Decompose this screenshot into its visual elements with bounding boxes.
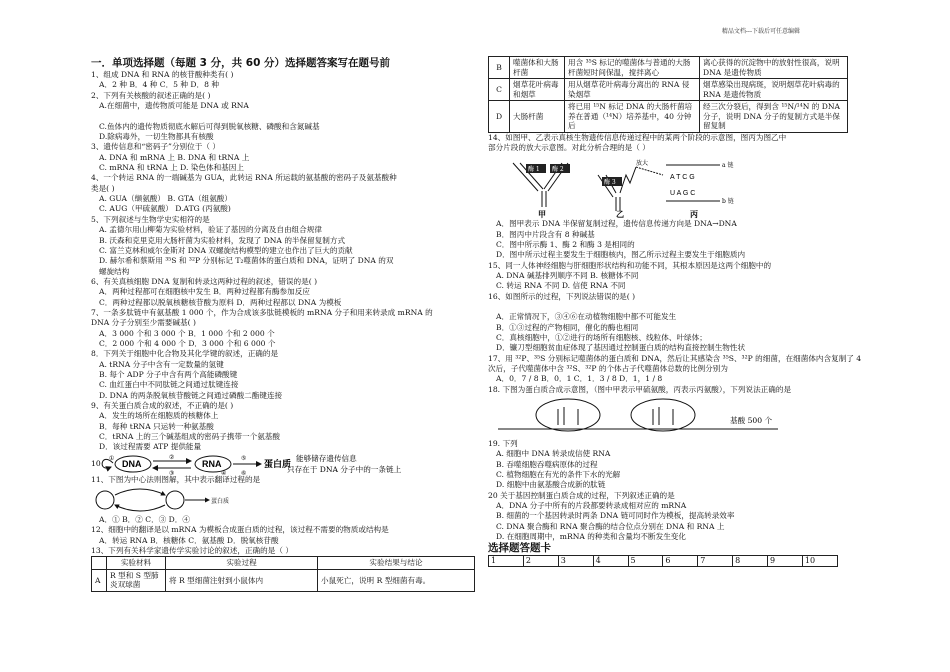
q13-cell: A <box>92 569 107 591</box>
question-line: 8．下列关于细胞中化合物及其化学键的叙述，正确的是 <box>91 349 279 359</box>
question-line: 3、遗传信息和“密码子”分别位于（ ） <box>91 142 220 152</box>
figure-yi-label: 乙 <box>616 209 624 220</box>
q11-options: A．① B．② C．③ D．④ <box>99 515 190 525</box>
question-line: A.在细菌中，遗传物质可能是 DNA 或 RNA <box>99 101 249 111</box>
q12-q13-text <box>91 525 476 556</box>
question-line: 18. 下图为蛋白质合成示意图，（图中甲表示甲硫氨酸，丙表示丙氨酸），下列说法正确的是 <box>488 384 792 394</box>
q13-row-d <box>489 101 848 133</box>
q10-diagram <box>91 453 476 475</box>
q19-q20-text <box>488 439 888 542</box>
q13-header-row <box>92 557 475 570</box>
question-line: 2、下列有关核酸的叙述正确的是( ) <box>91 90 211 100</box>
right-column <box>488 56 888 567</box>
q11-arrow-reverse <box>115 505 165 511</box>
q10-protein-label: 蛋白质 <box>264 459 292 470</box>
question-line: B. 沃森和克里克用大肠杆菌为实验材料，发现了 DNA 的半保留复制方式 <box>99 235 346 245</box>
q10-rna-label: RNA <box>202 458 222 469</box>
question-line: A．正常情况下，③④⑥在动植物细胞中都不可能发生 <box>496 312 677 322</box>
q10-figure <box>91 453 476 475</box>
q13-cell: 小鼠死亡，说明 R 型细菌有毒。 <box>318 569 475 591</box>
question-line: A. 细胞中 DNA 转录成信使 RNA <box>496 449 611 459</box>
question-line: 12、细胞中的翻译是以 mRNA 为模板合成蛋白质的过程，该过程不需要的物质或结构是 <box>91 525 389 535</box>
page-header: 精品文档---下载后可任意编辑 <box>721 28 800 35</box>
q13-header-result: 实验结果与结论 <box>318 557 475 570</box>
q10-number: 10 <box>91 458 101 468</box>
question-line: DNA 分子分别至少需要碱基( ) <box>91 318 196 328</box>
q13-row-b <box>489 57 848 79</box>
question-line: D．该过程需要 ATP 提供能量 <box>99 442 202 452</box>
question-line: A．0．7 / 8 B．0．1 C．1．3 / 8 D．1，1 / 8 <box>496 374 663 384</box>
figure-bing-label: 丙 <box>690 209 698 220</box>
q11-arrow-transcription <box>115 489 165 495</box>
question-line: 20 关于基因控制蛋白质合成的过程，下列叙述正确的是 <box>488 490 675 500</box>
q10-step-5: ⑤ <box>241 454 247 462</box>
question-line: A. DNA 碱基排列顺序不同 B. 核糖体不同 <box>496 270 639 280</box>
q11-text: 11、下图为中心法则图解，其中表示翻译过程的是 <box>91 474 261 484</box>
question-line: C.鱼体内的遗传物质彻底水解后可得到脱氧核糖、磷酸和含氮碱基 <box>99 121 320 131</box>
q10-step-2: ② <box>169 453 175 461</box>
question-line: C. 转运 RNA 不同 D. 信使 RNA 不同 <box>496 281 626 291</box>
question-line: A. DNA 和 mRNA 上 B. DNA 和 tRNA 上 <box>99 152 250 162</box>
question-line: A．两种过程都可在细胞核中发生 B．两种过程都有酶参加反应 <box>99 287 310 297</box>
question-line: D.除病毒外，一切生物都具有核酸 <box>99 132 214 142</box>
question-line: 螺旋结构 <box>99 266 130 276</box>
answer-card-title: 选择题答题卡 <box>488 542 551 555</box>
rna-strand <box>620 167 636 193</box>
answer-cell[interactable]: 8 <box>733 556 768 567</box>
q13-table-continued <box>488 56 848 133</box>
q13-cell: B <box>489 57 510 79</box>
question-line: B．①③过程的产物相同，催化的酶也相同 <box>496 322 639 332</box>
ribosome-2 <box>631 399 695 431</box>
q13-cell: 用从烟草花叶病毒分离出的 RNA 侵染烟草 <box>565 79 700 101</box>
question-line: 4、一个转运 RNA 的一端碱基为 GUA，此转运 RNA 所运载的氨基酸的密码子及氨基酸种 <box>91 173 397 183</box>
question-line: A．发生的场所在细胞质的核糖体上 <box>99 411 219 421</box>
question-line: 9、有关蛋白质合成的叙述，不正确的是( ) <box>91 401 234 410</box>
answer-cell[interactable]: 5 <box>628 556 663 567</box>
magnify-label: 放大 <box>636 160 649 168</box>
left-questions <box>91 70 476 453</box>
question-line: C. DNA 聚合酶和 RNA 聚合酶的结合位点分别在 DNA 和 RNA 上 <box>496 521 725 531</box>
question-line: 类是( ) <box>91 183 115 193</box>
trna-1 <box>558 407 578 425</box>
right-questions <box>488 219 888 395</box>
magnify-line <box>636 167 663 175</box>
q13-cell: 烟草花叶病毒和烟草 <box>510 79 565 101</box>
question-line: B. 吞噬细胞吞噬病原体的过程 <box>496 459 598 469</box>
q11-protein-label: 蛋白质 <box>211 498 230 506</box>
answer-cell[interactable]: 6 <box>663 556 698 567</box>
question-line: A．3 000 个和 3 000 个 B．1 000 个和 2 000 个 <box>99 328 275 338</box>
question-line: C．tRNA 上的三个碱基组成的密码子携带一个氨基酸 <box>99 432 280 442</box>
q18-figure <box>488 395 888 439</box>
question-line: C. 血红蛋白中不同肽链之间通过肽键连接 <box>99 380 239 390</box>
question-line: D. 在细胞周期中，mRNA 的种类和含量均不断发生变化 <box>496 532 686 542</box>
ribosome-1 <box>536 399 600 431</box>
q13-cell: 将已用 ¹⁵N 标记 DNA 的大肠杆菌培养在普通（¹⁴N）培养基中，40 分钟后 <box>565 101 700 133</box>
question-line: C. mRNA 和 tRNA 上 D. 染色体和基因上 <box>99 163 244 173</box>
left-column <box>91 56 476 592</box>
q13-cell: R 型和 S 型肺炎双球菌 <box>107 569 166 591</box>
answer-cell[interactable]: 10 <box>802 556 837 567</box>
q14-text-1: 14、如图甲、乙表示真核生物遗传信息传递过程中的某两个阶段的示意图，图丙为图乙中 <box>488 132 787 142</box>
question-line: B．每种 tRNA 只运转一种氨基酸 <box>99 421 214 431</box>
question-line: C．图中所示酶 1、酶 2 和酶 3 是相同的 <box>496 239 635 249</box>
question-line: 13、下列有关科学家遗传学实验讨论的叙述，正确的是（ ） <box>91 546 293 556</box>
question-line: D．镰刀型细胞贫血症体现了基因通过控制蛋白质的结构直接控制生物性状 <box>496 343 746 353</box>
q13-row-a <box>92 569 475 591</box>
enzyme-2-label: 酶 2 <box>552 166 564 174</box>
question-line: A. tRNA 分子中含有一定数量的氢键 <box>99 359 224 369</box>
question-line <box>488 302 888 312</box>
question-line: 1、组成 DNA 和 RNA 的核苷酸种类有( ) <box>91 70 234 79</box>
q13-cell: 烟草感染出现病斑，说明烟草花叶病毒的 RNA 是遗传物质 <box>700 79 848 101</box>
question-line: B. 每个 ADP 分子中含有两个高能磷酸键 <box>99 369 238 379</box>
question-line: 15、同一人体神经细胞与肝细胞形状结构和功能不同，其根本原因是这两个细胞中的 <box>488 260 772 270</box>
q10-tail-a: 能够储存遗传信息 <box>296 453 357 463</box>
q13-row-c <box>489 79 848 101</box>
q14-text-2: 部分片段的放大示意图。对此分析合理的是（ ） <box>488 142 650 152</box>
question-line: 7、一条多肽链中有氨基酸 1 000 个，作为合成该多肽链模板的 mRNA 分子和用来转录成 mRNA 的 <box>91 307 433 317</box>
question-line: C．两种过程都以脱氧核糖核苷酸为原料 D．两种过程都以 DNA 为模板 <box>99 297 342 307</box>
q10-step-4: ④ <box>221 469 227 475</box>
question-line: A. GUA（缬氨酸） B. GTA（组氨酸） <box>99 194 232 204</box>
q13-cell: C <box>489 79 510 101</box>
question-line <box>91 111 476 121</box>
sequence-bottom: U A G C <box>670 190 696 198</box>
question-line: A．2 种 B．4 种 C．5 种 D．8 种 <box>99 80 219 90</box>
protein-synthesis-diagram <box>498 395 788 439</box>
question-line: C. AUG（甲硫氨酸） D.ATG (丙氨酸) <box>99 204 231 214</box>
section-title: 一．单项选择题（每题 3 分，共 60 分）选择题答案写在题号前 <box>91 57 391 69</box>
enzyme-1-label: 酶 1 <box>528 166 540 174</box>
question-line: A．图甲表示 DNA 半保留复制过程，遗传信息传递方向是 DNA→DNA <box>496 219 737 229</box>
question-line: D. 赫尔希和蔡斯用 ³⁵S 和 ³²P 分别标记 T₂噬菌体的蛋白质和 DNA，证明了 DNA 的双 <box>99 256 394 266</box>
central-dogma-diagram <box>91 485 476 515</box>
q13-cell: D <box>489 101 510 133</box>
q11-rna-loop <box>166 491 184 509</box>
chain-b-label: b 链 <box>722 198 734 206</box>
question-line: C．2 000 个和 4 000 个 D．3 000 个和 6 000 个 <box>99 338 276 348</box>
q13-cell: 用含 ³⁵S 标记的噬菌体与普通的大肠杆菌短时间保温，搅拌离心 <box>565 57 700 79</box>
answer-cell[interactable]: 3 <box>558 556 593 567</box>
q13-header-process: 实验过程 <box>166 557 318 570</box>
q10-step-6: ⑥ <box>241 469 247 475</box>
q10-step-1: ① <box>109 454 115 462</box>
question-line: D. DNA 的两条脱氧核苷酸链之间通过磷酸二酯键连接 <box>99 390 283 400</box>
answer-cell[interactable]: 1 <box>489 556 524 567</box>
q13-cell: 将 R 型细菌注射到小鼠体内 <box>166 569 318 591</box>
figure-jia-label: 甲 <box>538 209 546 220</box>
question-line: B. 细菌的一个基因转录时两条 DNA 链可同时作为模板，提高转录效率 <box>496 511 735 521</box>
trna-2 <box>653 407 673 425</box>
question-line: A．DNA 分子中所有的片段都要转录成相对应的 mRNA <box>496 501 687 511</box>
q11-dna-loop <box>96 491 114 509</box>
q13-cell: 离心获得的沉淀物中的放射性很高，说明 DNA 是遗传物质 <box>700 57 848 79</box>
replication-transcription-diagram <box>498 153 758 219</box>
answer-cell[interactable]: 2 <box>523 556 558 567</box>
q14-figure <box>488 153 888 219</box>
q13-table <box>91 556 475 592</box>
answer-cell[interactable]: 4 <box>593 556 628 567</box>
chain-a-label: a 链 <box>722 162 734 170</box>
q13-cell: 噬菌体和大肠杆菌 <box>510 57 565 79</box>
question-line: C. 富兰克林和威尔金斯对 DNA 双螺旋结构模型的建立也作出了巨大的贡献 <box>99 245 353 255</box>
question-line: A．转运 RNA B．核糖体 C．氨基酸 D．脱氧核苷酸 <box>99 535 279 545</box>
q13-cell: 大肠杆菌 <box>510 101 565 133</box>
q10-dna-label: DNA <box>122 458 142 469</box>
q13-header-blank <box>92 557 107 570</box>
question-line: C. 植物细胞在有光的条件下水的光解 <box>496 470 621 480</box>
question-line: B．图丙中片段含有 8 种碱基 <box>496 229 595 239</box>
question-line: A. 孟德尔用山柳菊为实验材料，验证了基因的分离及自由组合规律 <box>99 225 322 235</box>
enzyme-3-label: 酶 3 <box>604 179 616 187</box>
q13-header-material: 实验材料 <box>107 557 166 570</box>
question-line: D．图中所示过程主要发生于细胞核内，图乙所示过程主要发生于细胞质内 <box>496 250 746 260</box>
question-line: C．真核细胞中，①②进行的场所有细胞核、线粒体、叶绿体； <box>496 332 707 342</box>
question-line: 19. 下列 <box>488 439 518 449</box>
answer-cell[interactable]: 9 <box>768 556 803 567</box>
sequence-top: A T C G <box>670 174 695 182</box>
q13-cell: 经三次分裂后，得到含 ¹⁵N/¹⁴N 的 DNA 分子，说明 DNA 分子的复制方式是半保留复制 <box>700 101 848 133</box>
question-line: D. 细胞中由氨基酸合成新的肽链 <box>496 480 606 490</box>
q10-tail-b: 只存在于 DNA 分子中的一条链上 <box>287 464 402 474</box>
q10-step-3: ③ <box>169 469 175 475</box>
answer-card-row <box>489 556 838 567</box>
question-line: 次后，子代噬菌体中含 ³²S、³²P 的个体占子代噬菌体总数的比例分别为 <box>488 364 728 373</box>
question-line: 5、下列叙述与生物学史实相符的是 <box>91 214 210 224</box>
question-line: 6、有关真核细胞 DNA 复制和转录这两种过程的叙述，错误的是( ) <box>91 276 318 286</box>
q11-figure <box>91 485 476 515</box>
question-line: 16、如图所示的过程，下列说法错误的是( ) <box>488 291 636 301</box>
answer-card-table <box>488 555 838 567</box>
question-line: 17、用 ³²P、³⁵S 分别标记噬菌体的蛋白质和 DNA，然后让其感染含 ³⁵S、³²P 的细菌，在细菌体内含复制了 4 <box>488 353 862 363</box>
q18-note: 基酸 500 个 <box>730 416 773 426</box>
answer-cell[interactable]: 7 <box>698 556 733 567</box>
